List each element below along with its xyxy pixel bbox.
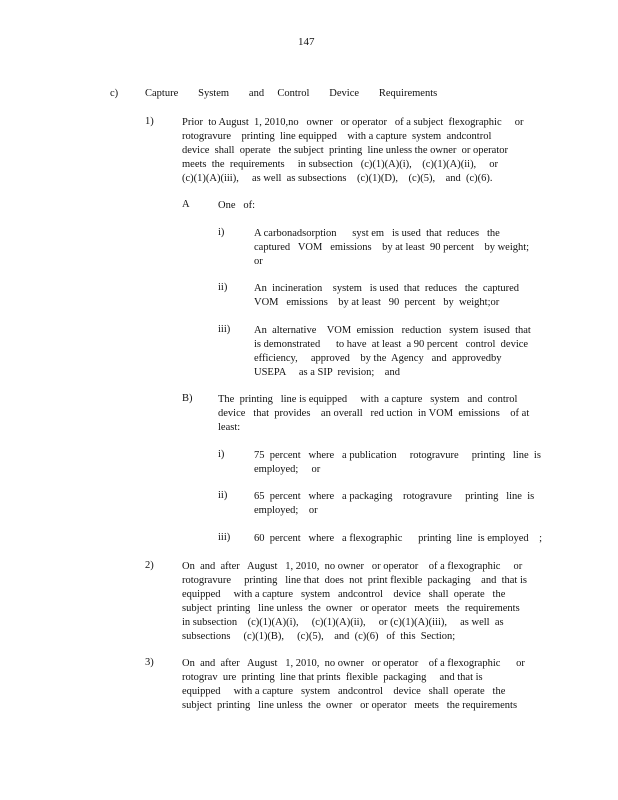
- item-1a-text: [218, 199, 255, 213]
- text-line: On and after August 1, 2010, no owner or operator of a flexographic or: [182, 561, 523, 572]
- item-1a-ii-label: ii): [218, 282, 228, 293]
- text-line: subject printing line unless the owner or operator meets the requirements: [182, 603, 520, 614]
- item-2-label: 2): [145, 560, 154, 571]
- section-label: c): [110, 88, 119, 99]
- item-1b-label: B): [182, 393, 193, 404]
- item-1b-iii-text: [254, 532, 543, 546]
- text-line: 65 percent where a packaging rotogravure printing line is: [254, 491, 535, 502]
- text-line: rotogravure printing line equipped with a capture system andcontrol: [182, 131, 492, 142]
- item-1a-i-text: [254, 227, 534, 269]
- text-line: device that provides an overall red uction in VOM emissions of at: [218, 408, 530, 419]
- text-line: The printing line is equipped with a capture system and control: [218, 394, 518, 405]
- text-line: least:: [218, 422, 241, 433]
- text-line: employed; or: [254, 464, 321, 475]
- item-1a-ii-text: [254, 282, 534, 310]
- page-number: 147: [298, 36, 315, 48]
- text-line: VOM emissions by at least 90 percent by weight;or: [254, 297, 500, 308]
- item-1b-i-label: i): [218, 449, 225, 460]
- item-3-label: 3): [145, 657, 154, 668]
- text-line: or: [254, 256, 263, 267]
- text-line: rotogravure printing line that does not print flexible packaging and that is: [182, 575, 527, 586]
- text-line: meets the requirements in subsection (c)(1)(A)(i), (c)(1)(A)(ii), or: [182, 159, 499, 170]
- text-line: equipped with a capture system andcontrol device shall operate the: [182, 589, 506, 600]
- text-line: device shall operate the subject printing line unless the owner or operator: [182, 145, 508, 156]
- text-line: employed; or: [254, 505, 318, 516]
- item-1b-i-text: [254, 449, 541, 477]
- item-1-label: 1): [145, 116, 154, 127]
- text-line: A carbonadsorption syst em is used that reduces the: [254, 228, 500, 239]
- text-line: An incineration system is used that reduces the captured: [254, 283, 520, 294]
- text-line: An alternative VOM emission reduction system isused that: [254, 325, 531, 336]
- item-1a-i-label: i): [218, 227, 225, 238]
- item-1-text: [182, 116, 534, 186]
- text-line: One of:: [218, 200, 256, 211]
- item-1b-ii-label: ii): [218, 490, 228, 501]
- section-title: Capture System and Control Device Requirements: [145, 88, 438, 99]
- text-line: Prior to August 1, 2010,no owner or operator of a subject flexographic or: [182, 117, 524, 128]
- text-line: captured VOM emissions by at least 90 percent by weight;: [254, 242, 530, 253]
- item-1a-label: A: [182, 199, 190, 210]
- text-line: efficiency, approved by the Agency and approvedby: [254, 353, 502, 364]
- text-line: in subsection (c)(1)(A)(i), (c)(1)(A)(ii), or (c)(1)(A)(iii), as well as: [182, 617, 504, 628]
- item-1b-ii-text: [254, 490, 534, 518]
- text-line: is demonstrated to have at least a 90 percent control device: [254, 339, 529, 350]
- text-line: USEPA as a SIP revision; and: [254, 367, 400, 378]
- item-2-text: [182, 560, 534, 644]
- item-1b-text: [218, 393, 534, 435]
- text-line: rotograv ure printing line that prints flexible packaging and that is: [182, 672, 483, 683]
- text-line: 75 percent where a publication rotogravure printing line is: [254, 450, 541, 461]
- text-line: (c)(1)(A)(iii), as well as subsections (c)(1)(D), (c)(5), and (c)(6).: [182, 173, 493, 184]
- text-line: equipped with a capture system andcontrol device shall operate the: [182, 686, 506, 697]
- text-line: 60 percent where a flexographic printing line is employed ;: [254, 533, 543, 544]
- text-line: On and after August 1, 2010, no owner or operator of a flexographic or: [182, 658, 525, 669]
- text-line: subsections (c)(1)(B), (c)(5), and (c)(6) of this Section;: [182, 631, 456, 642]
- text-line: subject printing line unless the owner or operator meets the requirements: [182, 700, 518, 711]
- item-1b-iii-label: iii): [218, 532, 231, 543]
- item-1a-iii-label: iii): [218, 324, 231, 335]
- item-3-text: [182, 657, 534, 713]
- item-1a-iii-text: [254, 324, 534, 380]
